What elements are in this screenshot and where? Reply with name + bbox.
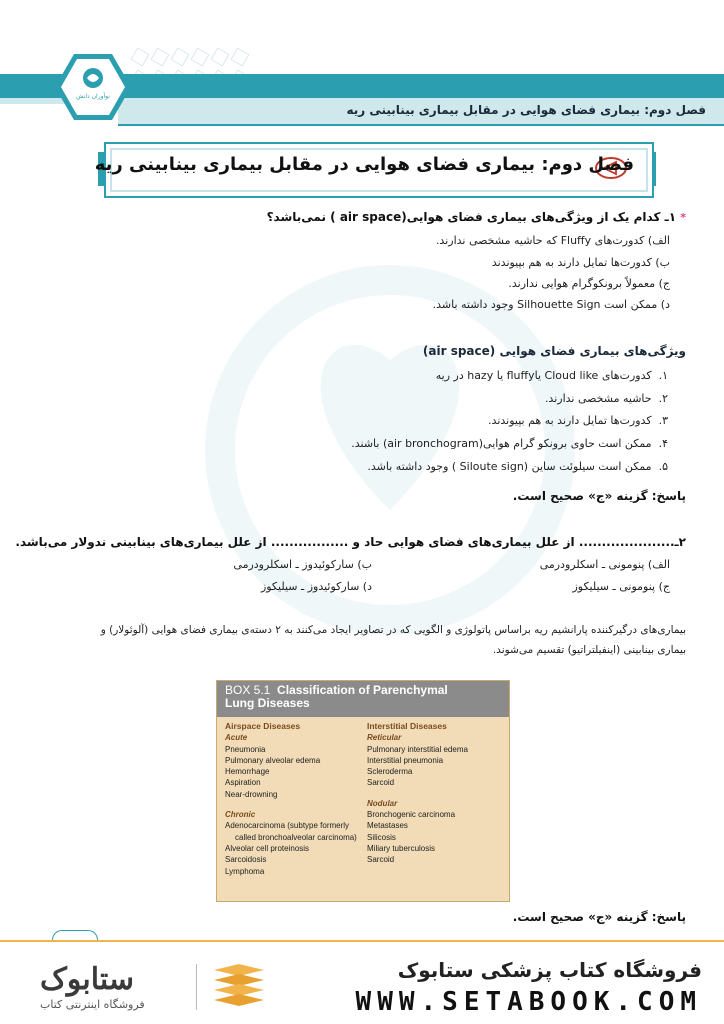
list-item: Pneumonia bbox=[225, 744, 266, 754]
feature-text: کدورت‌های Cloud like یاfluffy یا hazy در ریه bbox=[435, 369, 652, 382]
question-1 bbox=[267, 210, 686, 224]
reticular-label: Reticular bbox=[367, 733, 402, 743]
list-item: Sarcoid bbox=[367, 855, 395, 865]
feature-text: ممکن است سیلوئت ساین (Siloute sign ) وجود داشته باشد. bbox=[367, 460, 652, 473]
feature-num: ۴. bbox=[658, 437, 668, 450]
chronic-label: Chronic bbox=[225, 810, 256, 820]
list-item: Pulmonary alveolar edema bbox=[225, 755, 321, 765]
store-logo-subtitle: فروشگاه اینترنتی کتاب bbox=[40, 998, 145, 1011]
q1-option-b: ب) کدورت‌ها تمایل دارند به هم بپیوندند bbox=[491, 256, 670, 269]
answer-2: پاسخ: گزینه «ج» صحیح است. bbox=[512, 910, 686, 924]
q2-option-d: د) سارکوئیدوز ـ سیلیکوز bbox=[260, 580, 372, 593]
question-1-text: ۱ـ کدام یک از ویژگی‌های بیماری فضای هوایی(air space ) نمی‌باشد؟ bbox=[266, 210, 677, 224]
feature-text: ممکن است حاوی برونکو گرام هوایی(air bronchogram) باشند. bbox=[351, 437, 652, 450]
q1-option-c: ج) معمولاً برونکوگرام هوایی ندارند. bbox=[508, 277, 670, 290]
feature-num: ۵. bbox=[658, 460, 668, 473]
feature-item bbox=[351, 437, 668, 450]
list-item: Interstitial pneumonia bbox=[367, 755, 444, 765]
question-2-text: ۲ـ..................... از علل بیماری‌های فضای هوایی حاد و ................. از علل بیماری‌های بینابینی ندولار می‌باشد. bbox=[15, 535, 686, 549]
list-item: Sarcoid bbox=[367, 778, 395, 788]
list-item: Metastases bbox=[367, 821, 408, 831]
list-item: called bronchoalveolar carcinoma) bbox=[235, 832, 357, 842]
store-logo-text: ستابوک bbox=[40, 963, 135, 996]
q2-option-b: ب) سارکوئیدوز ـ اسکلرودرمی bbox=[233, 558, 372, 571]
features-heading: ویژگی‌های بیماری فضای هوایی (air space) bbox=[422, 344, 686, 358]
store-url[interactable]: WWW.SETABOOK.COM bbox=[355, 987, 702, 1017]
q2-option-a: الف) پنومونی ـ اسکلرودرمی bbox=[539, 558, 670, 571]
q1-option-d: د) ممکن است Silhouette Sign وجود داشته باشد. bbox=[432, 298, 670, 311]
feature-item bbox=[488, 414, 668, 427]
feature-text: حاشیه مشخصی ندارند. bbox=[544, 392, 652, 405]
star-icon: * bbox=[680, 211, 686, 224]
publisher-logo bbox=[54, 52, 132, 122]
store-name: فروشگاه کتاب پزشکی ستابوک bbox=[397, 958, 702, 982]
list-item: Sarcoidosis bbox=[225, 855, 267, 865]
answer-1: پاسخ: گزینه «ج» صحیح است. bbox=[512, 489, 686, 503]
feature-num: ۲. bbox=[658, 392, 668, 405]
box-title-line1: Classification of Parenchymal bbox=[277, 683, 448, 697]
box-header bbox=[217, 681, 509, 717]
airspace-column bbox=[225, 721, 357, 877]
list-item: Lymphoma bbox=[225, 866, 265, 876]
watermark-logo bbox=[190, 250, 590, 710]
box-title-line2: Lung Diseases bbox=[225, 696, 310, 710]
box-label: BOX 5.1 bbox=[225, 683, 271, 697]
list-item: Bronchogenic carcinoma bbox=[367, 810, 456, 820]
airspace-heading: Airspace Diseases bbox=[225, 721, 301, 731]
interstitial-column bbox=[367, 721, 468, 866]
list-item: Hemorrhage bbox=[225, 767, 270, 777]
list-item: Silicosis bbox=[367, 832, 396, 842]
feature-item bbox=[436, 369, 668, 382]
list-item: Miliary tuberculosis bbox=[367, 843, 436, 853]
feature-num: ۱. bbox=[658, 369, 668, 382]
paragraph-line-2: بیماری بینابینی (اینفیلتراتیو) تقسیم می‌شوند. bbox=[492, 644, 686, 656]
box-title bbox=[225, 684, 448, 710]
list-item: Adenocarcinoma (subtype formerly bbox=[225, 821, 350, 831]
paragraph-line-1: بیماری‌های درگیرکننده پارانشیم ریه براساس پاتولوژی و الگویی که در تصاویر ایجاد می‌کنند به ۲ دسته‌ی بیماری فضای هوایی (آلوئولار) و bbox=[100, 624, 686, 636]
q1-option-a: الف) کدورت‌های Fluffy که حاشیه مشخصی ندارند. bbox=[435, 234, 670, 247]
nodular-label: Nodular bbox=[367, 798, 398, 808]
list-item: Alveolar cell proteinosis bbox=[225, 843, 310, 853]
list-item: Aspiration bbox=[225, 778, 261, 788]
feature-item bbox=[545, 392, 668, 405]
list-item: Pulmonary interstitial edema bbox=[367, 744, 468, 754]
feature-num: ۳. bbox=[658, 414, 668, 427]
acute-label: Acute bbox=[225, 733, 248, 743]
footer-logo-divider bbox=[196, 964, 197, 1010]
chapter-tab bbox=[118, 100, 724, 126]
page-title: فصل دوم: بیماری فضای هوایی در مقابل بیماری بینابینی ریه bbox=[94, 154, 634, 175]
chapter-label: فصل دوم: بیماری فضای هوایی در مقابل بیماری بینابینی ریه bbox=[346, 103, 706, 117]
feature-item bbox=[367, 460, 668, 473]
list-item: Scleroderma bbox=[367, 767, 413, 777]
interstitial-heading: Interstitial Diseases bbox=[367, 721, 447, 731]
list-item: Near-drowning bbox=[225, 789, 278, 799]
logo-text: نوآوران دانش bbox=[76, 93, 110, 100]
store-logo-icon bbox=[210, 962, 268, 1010]
feature-text: کدورت‌ها تمایل دارند به هم بپیوندند. bbox=[488, 414, 652, 427]
classification-box bbox=[216, 680, 510, 902]
q2-option-c: ج) پنومونی ـ سیلیکوز bbox=[572, 580, 670, 593]
